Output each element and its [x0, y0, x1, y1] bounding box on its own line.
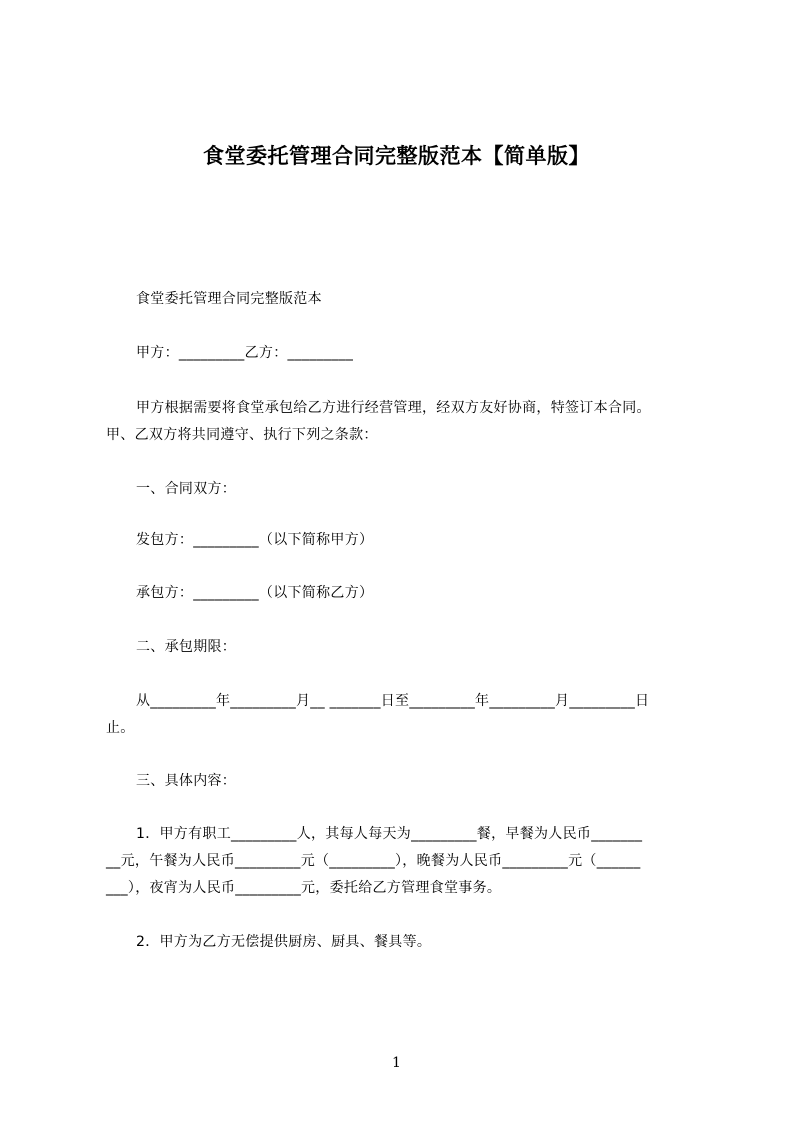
period-line-1: 从_________年_________月__ _______日至_________年_________月_________日 — [136, 693, 650, 709]
section-3-title: 三、具体内容： — [136, 773, 237, 789]
contractor-line: 发包方：_________（以下简称甲方） — [136, 532, 374, 548]
section-2-title: 二、承包期限： — [136, 639, 237, 655]
period-line-2: 止。 — [106, 720, 135, 736]
item-2-line-1: 2．甲方为乙方无偿提供厨房、厨具、餐具等。 — [136, 934, 432, 950]
intro-paragraph-line-2: 甲、乙双方将共同遵守、执行下列之条款： — [106, 427, 378, 443]
parties-line: 甲方：_________乙方：_________ — [136, 345, 354, 361]
item-1-line-3: ___），夜宵为人民币_________元，委托给乙方管理食堂事务。 — [106, 880, 502, 896]
section-1-title: 一、合同双方： — [136, 481, 237, 497]
page-number: 1 — [392, 1055, 401, 1071]
item-1-line-2: __元，午餐为人民币_________元（_________），晚餐为人民币_________元（______ — [106, 853, 641, 869]
document-title: 食堂委托管理合同完整版范本【简单版】 — [203, 144, 590, 168]
item-1-line-1: 1．甲方有职工_________人，其每人每天为_________餐，早餐为人民币_______ — [136, 826, 643, 842]
intro-paragraph-line-1: 甲方根据需要将食堂承包给乙方进行经营管理，经双方友好协商，特签订本合同。 — [136, 400, 651, 416]
contractee-line: 承包方：_________（以下简称乙方） — [136, 585, 374, 601]
document-heading: 食堂委托管理合同完整版范本 — [136, 291, 322, 307]
